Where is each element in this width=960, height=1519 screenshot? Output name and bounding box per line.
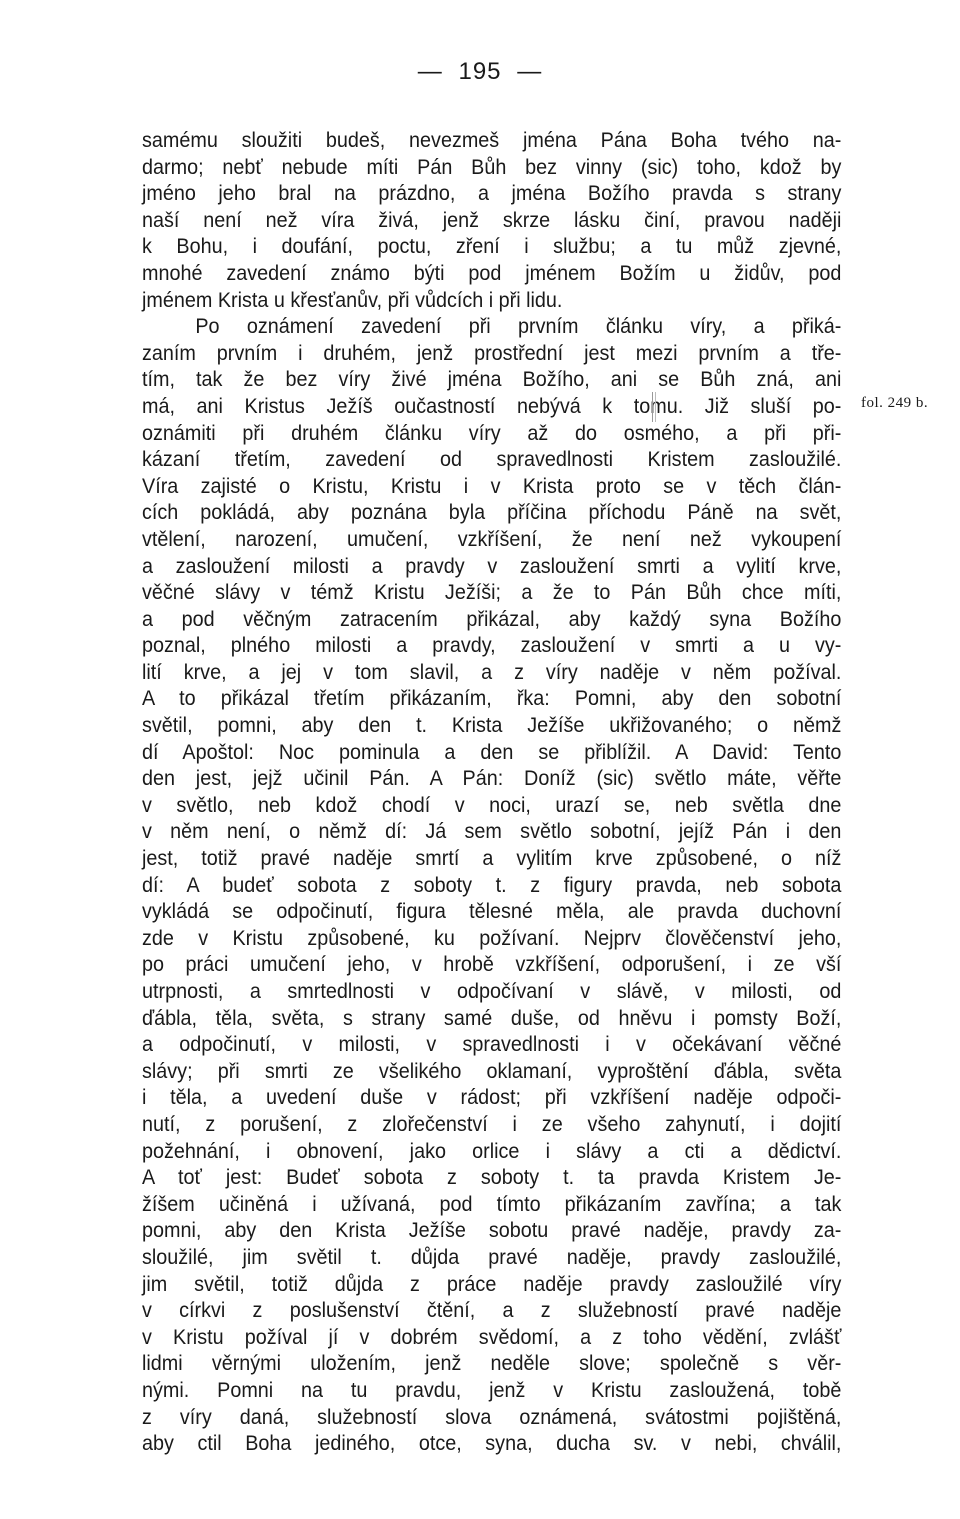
text-line: poznal, plného milosti a pravdy, zasloužení v smrti a u vy- bbox=[142, 633, 842, 658]
text-line: i těla, a uvedení duše v rádost; při vzkříšení naděje odpoči- bbox=[142, 1085, 842, 1110]
text-line: požehnání, i obnovení, jako orlice i slávy a cti a dědictví. bbox=[142, 1138, 842, 1163]
text-line: jménem Krista u křesťanův, při vůdcích i při lidu. bbox=[142, 287, 563, 312]
text-line: v církvi z poslušenství čtění, a z služebností pravé naděje bbox=[142, 1298, 842, 1323]
text-line: mnohé zavedení známo býti pod jménem Božím u židův, pod bbox=[142, 260, 842, 285]
folio-margin-note: fol. 249 b. bbox=[861, 395, 929, 411]
text-line: sloužilé, jim světil t. důjda pravé naděje, pravdy zasloužilé, bbox=[142, 1244, 842, 1269]
text-line: k Bohu, i doufání, poctu, zření i službu; a tu můž zjevné, bbox=[142, 234, 842, 259]
text-line: aby ctil Boha jediného, otce, syna, ducha sv. v nebi, chválil, bbox=[142, 1431, 842, 1456]
text-line: světil, pomni, aby den t. Krista Ježíše ukřižovaného; o němž bbox=[142, 713, 842, 738]
text-line: darmo; nebť nebude míti Pán Bůh bez vinny (sic) toho, kdož by bbox=[142, 154, 842, 179]
text-line: nými. Pomni na tu pravdu, jenž v Kristu zasloužená, tobě bbox=[142, 1377, 842, 1402]
text-line: v Kristu požíval jí v dobrém svědomí, a z toho vědění, zvlášť bbox=[142, 1324, 842, 1349]
text-line: v něm není, o němž dí: Já sem světlo sobotní, jejíž Pán i den bbox=[142, 819, 842, 844]
text-line: z víry daná, služebností slova oznámená, svátostmi pojištěná, bbox=[142, 1404, 842, 1429]
text-line: má, ani Kristus Ježíš oučastností nebývá k tomu. Již sluší po- bbox=[142, 393, 842, 418]
text-line: vtělení, narození, umučení, vzkříšení, že není než vykoupení bbox=[142, 526, 842, 551]
text-line: A to přikázal třetím přikázaním, řka: Pomni, aby den sobotní bbox=[142, 686, 842, 711]
text-line: pomni, aby den Krista Ježíše sobotu pravé naděje, pravdy za- bbox=[142, 1218, 842, 1243]
text-line: kázaní třetím, zavedení od spravedlnosti Kristem zasloužilé. bbox=[142, 447, 842, 472]
text-line: zaním prvním i druhém, jenž prostřední jest mezi prvním a tře- bbox=[142, 340, 842, 365]
header-dash-right: — bbox=[517, 58, 543, 85]
text-line: vykládá se odpočinutí, figura tělesné měla, ale pravda duchovní bbox=[142, 899, 842, 924]
text-line: tím, tak že bez víry živé jména Božího, ani se Bůh zná, ani bbox=[142, 367, 842, 392]
text-line: Víra zajisté o Kristu, Kristu i v Krista proto se v těch člán- bbox=[142, 473, 842, 498]
body-text bbox=[142, 127, 842, 1457]
text-line: jméno jeho bral na prázdno, a jména Božího pravda s strany bbox=[142, 181, 842, 206]
text-line: žíšem učiněná i užívaná, pod tímto přikázaním zavřína; a tak bbox=[142, 1191, 842, 1216]
text-line: jest, totiž pravé naděje smrtí a vylitím krve způsobené, o níž bbox=[142, 846, 842, 871]
text-line: lití krve, a jej v tom slavil, a z víry naděje v něm požíval. bbox=[142, 659, 842, 684]
text-line: cích pokládá, aby poznána byla příčina příchodu Páně na svět, bbox=[142, 500, 842, 525]
page-header bbox=[0, 58, 960, 86]
text-line: naší není než víra živá, jenž skrze lásku činí, pravou naději bbox=[142, 207, 842, 232]
text-line: v světlo, neb kdož chodí v noci, urazí se, neb světla dne bbox=[142, 792, 842, 817]
text-line: a zasloužení milosti a pravdy v zasloužení smrti a vylití krve, bbox=[142, 553, 842, 578]
text-line: oznámiti při druhém článku víry až do osmého, a při při- bbox=[142, 420, 842, 445]
text-line: dí Apoštol: Noc pominula a den se přiblížil. A David: Tento bbox=[142, 739, 842, 764]
text-line: ďábla, těla, světa, s strany samé duše, od hněvu i pomsty Boží, bbox=[142, 1005, 842, 1030]
text-line: věčné slávy v témž Kristu Ježíši; a že to Pán Bůh chce míti, bbox=[142, 580, 842, 605]
fold-mark bbox=[652, 392, 656, 422]
page-number: 195 bbox=[458, 58, 502, 85]
header-dash-left: — bbox=[417, 58, 443, 85]
text-line: a odpočinutí, v milosti, v spravedlnosti i v očekávaní věčné bbox=[142, 1032, 842, 1057]
text-line: A toť jest: Budeť sobota z soboty t. ta pravda Kristem Je- bbox=[142, 1165, 842, 1190]
text-line: slávy; při smrti ze všelikého oklamaní, vyproštění ďábla, světa bbox=[142, 1058, 842, 1083]
text-line: po práci umučení jeho, v hrobě vzkříšení, odporušení, i ze vší bbox=[142, 952, 842, 977]
text-line: samému sloužiti budeš, nevezmeš jména Pána Boha tvého na- bbox=[142, 128, 842, 152]
text-line: lidmi věrnými uložením, jenž neděle slove; společně s věr- bbox=[142, 1351, 842, 1376]
text-line: dí: A budeť sobota z soboty t. z figury pravda, neb sobota bbox=[142, 872, 842, 897]
text-line: utrpnosti, a smrtedlnosti v odpočívaní v slávě, v milosti, od bbox=[142, 979, 842, 1003]
text-line: nutí, z porušení, z zlořečenství i ze všeho zahynutí, i dojití bbox=[142, 1111, 842, 1136]
text-line: zde v Kristu způsobené, ku požívaní. Nejprv člověčenství jeho, bbox=[142, 925, 842, 950]
text-line: jim světil, totiž důjda z práce naděje pravdy zasloužilé víry bbox=[142, 1271, 842, 1296]
text-line: Po oznámení zavedení při prvním článku víry, a přiká- bbox=[195, 314, 842, 339]
text-line: a pod věčným zatracením přikázal, aby každý syna Božího bbox=[142, 606, 842, 631]
text-line: den jest, jejž učinil Pán. A Pán: Doníž (sic) světlo máte, věřte bbox=[142, 766, 842, 791]
